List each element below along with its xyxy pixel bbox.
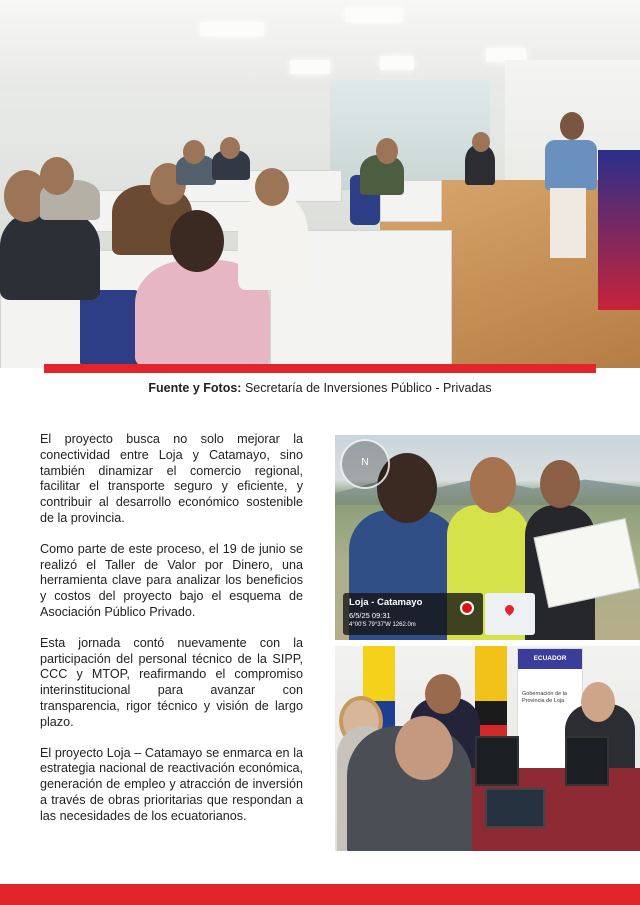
attendee <box>0 210 100 300</box>
chair <box>80 290 140 368</box>
compass-icon: N <box>340 439 390 489</box>
geotag-location: Loja - Catamayo <box>349 597 423 608</box>
engineer-head <box>470 457 516 513</box>
attendee-head <box>220 137 240 159</box>
geotag-overlay <box>343 593 483 635</box>
attendee <box>238 195 308 290</box>
photo-caption <box>0 381 640 395</box>
record-icon <box>460 601 474 615</box>
workshop-photo <box>0 0 640 368</box>
ceiling-light <box>380 56 414 70</box>
footer-bar <box>0 884 640 905</box>
ceiling-light <box>345 8 403 22</box>
paragraph: Esta jornada contó nuevamente con la participación del personal técnico de la SIPP, CCC y MTOP, reafirmando el compromiso interinstitucional para avanzar con transparencia, rigor técnico y visión de largo plazo. <box>40 635 303 729</box>
attendee-head <box>183 140 205 164</box>
meeting-photo <box>335 646 640 851</box>
presenter <box>545 140 597 190</box>
event-banner <box>598 150 640 310</box>
mini-map <box>485 593 535 635</box>
monitor <box>565 736 609 786</box>
attendee-head <box>395 716 453 780</box>
accent-bar <box>44 364 596 373</box>
attendee-head <box>170 210 224 272</box>
presenter-legs <box>550 188 586 258</box>
laptop <box>485 788 545 828</box>
paragraph: Como parte de este proceso, el 19 de junio se realizó el Taller de Valor por Dinero, una herramienta clave para analizar los beneficios y costos del proyecto bajo el esquema de Asociación Público Privado. <box>40 541 303 619</box>
attendee-head <box>472 132 490 152</box>
attendee-head <box>255 168 289 206</box>
engineer-head <box>540 460 580 508</box>
field-visit-photo <box>335 435 640 640</box>
paragraph: El proyecto Loja – Catamayo se enmarca en la estrategia nacional de reactivación económica, generación de empleo y atracción de inversión a través de obras prioritarias que respondan a las necesidades de los ecuatorianos. <box>40 745 303 823</box>
official-head <box>581 682 615 722</box>
map-pin-icon <box>503 603 516 616</box>
ceiling-light <box>200 22 264 36</box>
geotag-coords: 4°00'S 79°37'W 1262.0m <box>349 622 416 628</box>
banner-text: Gobernación de la Provincia de Loja <box>522 691 567 704</box>
official-head <box>425 674 461 714</box>
caption-label: Fuente y Fotos: <box>148 381 242 395</box>
caption-text: Secretaría de Inversiones Público - Privadas <box>241 381 492 395</box>
attendee-head <box>40 157 74 195</box>
banner-brand: ECUADOR <box>518 649 582 669</box>
geotag-datetime: 6/5/25 09:31 <box>349 611 391 620</box>
presenter-head <box>560 112 584 140</box>
attendee-head <box>376 138 398 164</box>
paragraph: El proyecto busca no solo mejorar la conectividad entre Loja y Catamayo, sino también dinamizar el comercio regional, facilitar el transporte seguro y eficiente, y contribuir al desarrollo económico sostenible de la provincia. <box>40 432 303 525</box>
monitor <box>475 736 519 786</box>
ceiling-light <box>290 60 330 74</box>
article-body <box>40 432 303 840</box>
